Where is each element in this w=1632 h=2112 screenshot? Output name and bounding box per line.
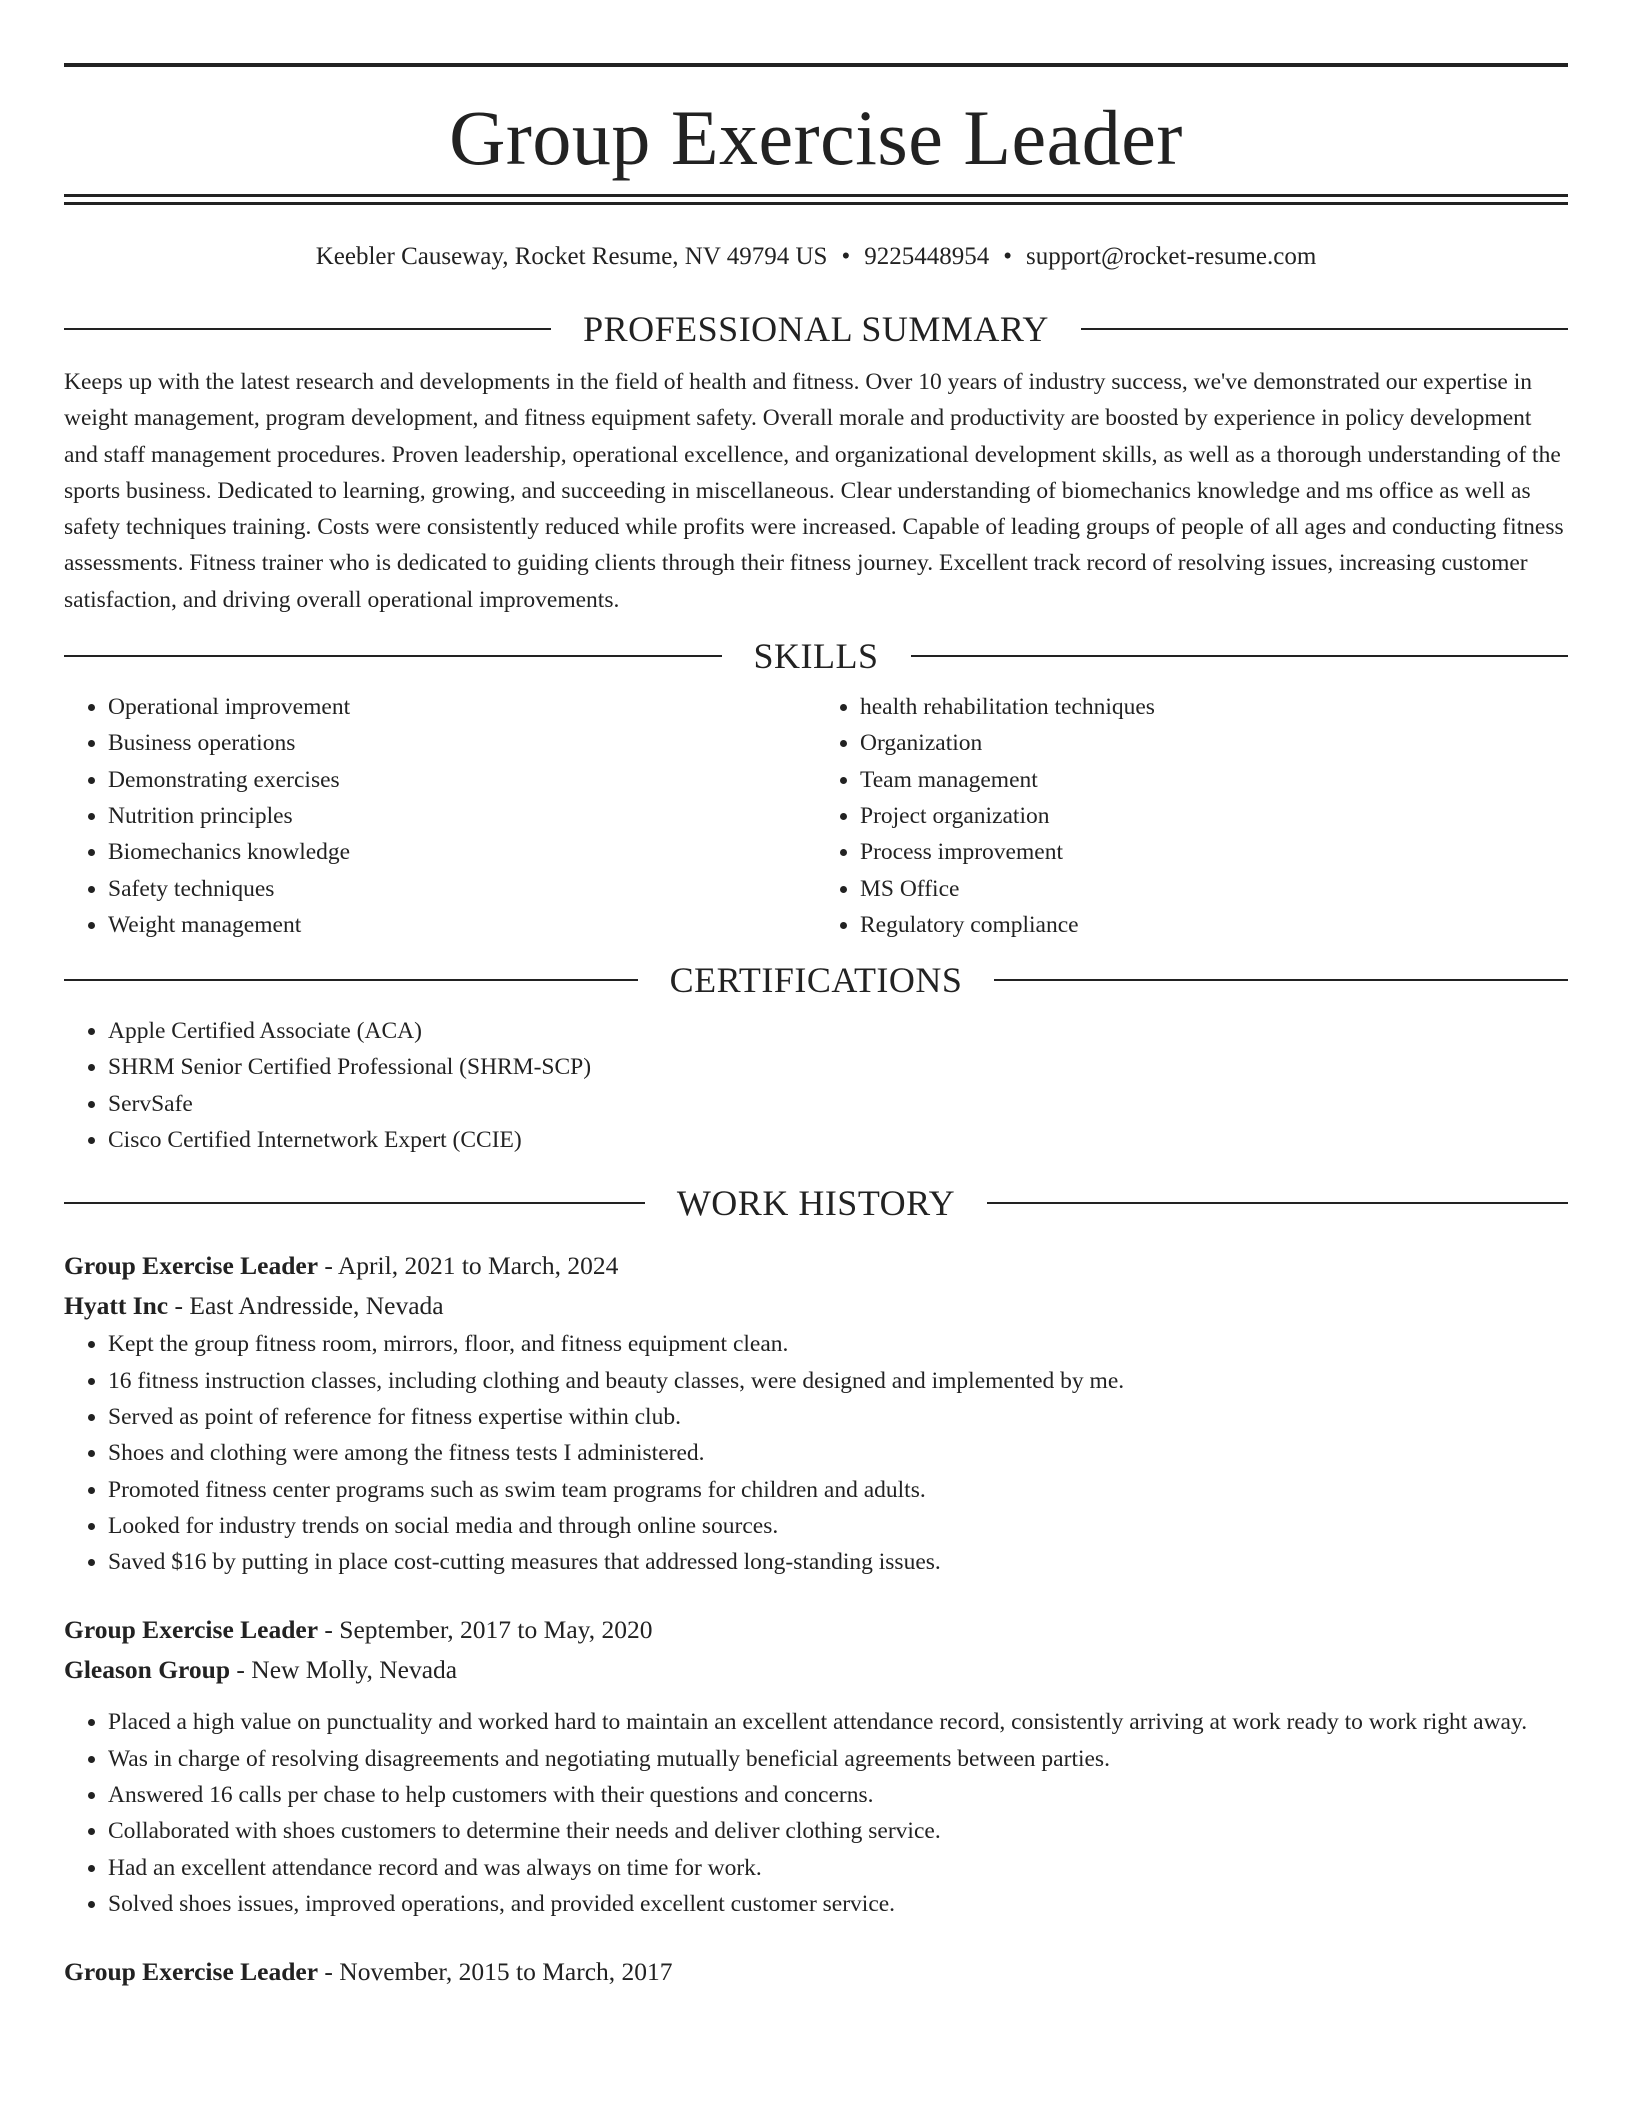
job-title: Group Exercise Leader: [64, 1615, 319, 1645]
job-dates: April, 2021 to March, 2024: [337, 1251, 619, 1281]
job-bullets: [64, 1326, 1568, 1580]
date-separator: -: [318, 1615, 340, 1645]
summary-section-heading: [64, 306, 1568, 352]
date-separator: -: [318, 1957, 340, 1987]
certification-item: • Apple Certified Associate (ACA): [108, 1013, 1568, 1049]
job-bullet: • Saved $16 by putting in place cost-cutting measures that addressed long-standing issues.: [108, 1544, 1568, 1580]
skills-column-right: [816, 689, 1568, 943]
job-bullet: • Solved shoes issues, improved operations, and provided excellent customer service.: [108, 1886, 1568, 1922]
contact-separator: •: [841, 243, 851, 270]
skill-item: • Nutrition principles: [108, 798, 816, 834]
skill-item: • Process improvement: [860, 834, 1568, 870]
job-title: Group Exercise Leader: [64, 1957, 319, 1987]
resume-page: [64, 0, 1568, 1992]
job-bullet: • 16 fitness instruction classes, including clothing and beauty classes, were designed and implemented by me.: [108, 1363, 1568, 1399]
contact-line: [64, 240, 1568, 274]
job-bullet: • Looked for industry trends on social media and through online sources.: [108, 1508, 1568, 1544]
job-title-line: [64, 1952, 1568, 1992]
skill-item: • Business operations: [108, 725, 816, 761]
job-dates: November, 2015 to March, 2017: [339, 1957, 673, 1987]
job-title: Group Exercise Leader: [64, 1251, 319, 1281]
skill-item: • Biomechanics knowledge: [108, 834, 816, 870]
heading-rule: [64, 328, 551, 330]
title-double-rule: [64, 194, 1568, 205]
job-title-line: [64, 1610, 1568, 1650]
skill-item: • Project organization: [860, 798, 1568, 834]
job-bullet: • Answered 16 calls per chase to help customers with their questions and concerns.: [108, 1777, 1568, 1813]
job-title-line: [64, 1246, 1568, 1286]
job-company: Gleason Group: [64, 1655, 231, 1685]
job-bullet: • Kept the group fitness room, mirrors, floor, and fitness equipment clean.: [108, 1326, 1568, 1362]
skills-heading-label: SKILLS: [753, 636, 879, 677]
heading-rule: [64, 979, 638, 981]
summary-text: Keeps up with the latest research and developments in the field of health and fitness. Over 10 years of industry success, we've demonstrated our expertise in weight management, program development, and fitness equipment safety. Overall morale and productivity are boosted by experience in policy development and staff management procedures. Proven leadership, operational excellence, and organizational development skills, as well as a thorough understanding of the sports business. Dedicated to learning, growing, and succeeding in miscellaneous. Clear understanding of biomechanics knowledge and ms office as well as safety techniques training. Costs were consistently reduced while profits were increased. Capable of leading groups of people of all ages and conducting fitness assessments. Fitness trainer who is dedicated to guiding clients through their fitness journey. Excellent track record of resolving issues, increasing customer satisfaction, and driving overall operational improvements.: [64, 369, 1564, 613]
skill-item: • Operational improvement: [108, 689, 816, 725]
job-bullet: • Served as point of reference for fitness expertise within club.: [108, 1399, 1568, 1435]
skill-item: • Regulatory compliance: [860, 907, 1568, 943]
contact-separator: •: [1003, 243, 1012, 270]
job-dates: September, 2017 to May, 2020: [339, 1615, 653, 1645]
heading-rule: [911, 655, 1569, 657]
job-entry: [64, 1952, 1568, 1992]
work-history-section-heading: [64, 1180, 1568, 1226]
date-separator: -: [230, 1655, 252, 1685]
skill-item: • MS Office: [860, 871, 1568, 907]
heading-rule: [994, 979, 1568, 981]
certifications-heading-label: CERTIFICATIONS: [669, 960, 963, 1001]
job-company: Hyatt Inc: [64, 1291, 169, 1321]
job-bullet: • Placed a high value on punctuality and worked hard to maintain an excellent attendance record, consistently arriving at work ready to work right away.: [108, 1704, 1568, 1740]
contact-phone: 9225448954: [864, 243, 990, 270]
top-rule: [64, 63, 1568, 67]
job-entry: [64, 1610, 1568, 1922]
job-bullets: [64, 1704, 1568, 1922]
job-entry: [64, 1246, 1568, 1580]
certification-item: • Cisco Certified Internetwork Expert (CCIE): [108, 1122, 1568, 1158]
work-history-heading-label: WORK HISTORY: [676, 1183, 956, 1224]
summary-heading-label: PROFESSIONAL SUMMARY: [583, 309, 1049, 349]
heading-rule: [64, 1202, 645, 1204]
skill-item: • Weight management: [108, 907, 816, 943]
heading-rule: [1081, 328, 1568, 330]
date-separator: -: [318, 1251, 338, 1281]
certifications-list: [64, 1013, 1568, 1158]
skill-item: • Safety techniques: [108, 871, 816, 907]
skill-item: • Team management: [860, 762, 1568, 798]
skills-list: [64, 689, 1568, 943]
contact-address: Keebler Causeway, Rocket Resume, NV 49794 US: [315, 243, 828, 270]
contact-email[interactable]: support@rocket-resume.com: [1025, 243, 1317, 270]
date-separator: -: [168, 1291, 190, 1321]
skills-section-heading: [64, 633, 1568, 679]
skill-item: • Organization: [860, 725, 1568, 761]
job-bullet: • Promoted fitness center programs such as swim team programs for children and adults.: [108, 1472, 1568, 1508]
job-company-line: [64, 1286, 1568, 1326]
certification-item: • SHRM Senior Certified Professional (SHRM-SCP): [108, 1049, 1568, 1085]
certifications-section-heading: [64, 957, 1568, 1003]
skill-item: • Demonstrating exercises: [108, 762, 816, 798]
job-bullet: • Collaborated with shoes customers to determine their needs and deliver clothing service.: [108, 1813, 1568, 1849]
heading-rule: [987, 1202, 1568, 1204]
job-location: New Molly, Nevada: [251, 1655, 458, 1685]
job-bullet: • Was in charge of resolving disagreements and negotiating mutually beneficial agreements between parties.: [108, 1741, 1568, 1777]
certification-item: • ServSafe: [108, 1086, 1568, 1122]
resume-title: Group Exercise Leader: [449, 94, 1183, 181]
skill-item: • health rehabilitation techniques: [860, 689, 1568, 725]
job-bullet: • Had an excellent attendance record and was always on time for work.: [108, 1850, 1568, 1886]
skills-column-left: [64, 689, 816, 943]
job-company-line: [64, 1650, 1568, 1690]
job-bullet: • Shoes and clothing were among the fitness tests I administered.: [108, 1435, 1568, 1471]
job-location: East Andresside, Nevada: [189, 1291, 444, 1321]
heading-rule: [64, 655, 722, 657]
